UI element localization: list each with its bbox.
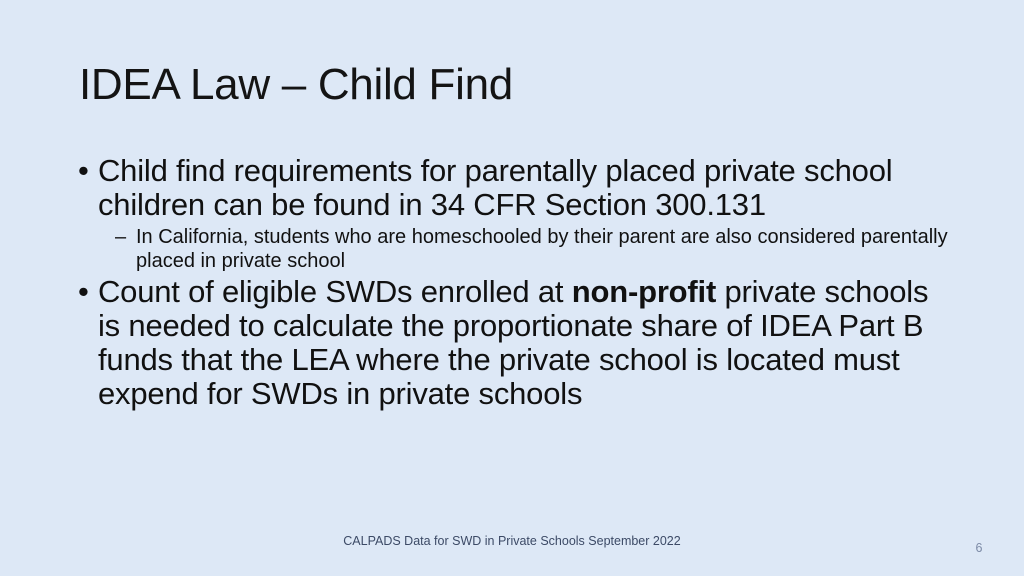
bullet-marker: • [78, 274, 89, 309]
sub-bullet-text: In California, students who are homeschooled by their parent are also considered parentally placed in private school [136, 226, 948, 272]
bullet-count-eligible-swds [78, 275, 958, 411]
sub-bullet-homeschooled [115, 225, 958, 273]
bullet-text-after: private schools is needed to calculate the proportionate share of IDEA Part B funds that the LEA where the private school is located must expend for SWDs in private schools [98, 274, 929, 411]
page-number: 6 [975, 541, 983, 555]
slide-content [78, 154, 958, 411]
bullet-bold-non-profit: non-profit [571, 274, 717, 309]
sub-bullet-marker: – [115, 226, 127, 248]
bullet-child-find-requirements [78, 154, 958, 222]
footer-text: CALPADS Data for SWD in Private Schools September 2022 [343, 534, 681, 548]
bullet-text-before: Count of eligible SWDs enrolled at [98, 274, 572, 309]
bullet-marker: • [78, 153, 89, 188]
slide-title: IDEA Law – Child Find [79, 60, 513, 109]
bullet-text: Child find requirements for parentally placed private school children can be found in 34 CFR Section 300.131 [98, 153, 893, 222]
